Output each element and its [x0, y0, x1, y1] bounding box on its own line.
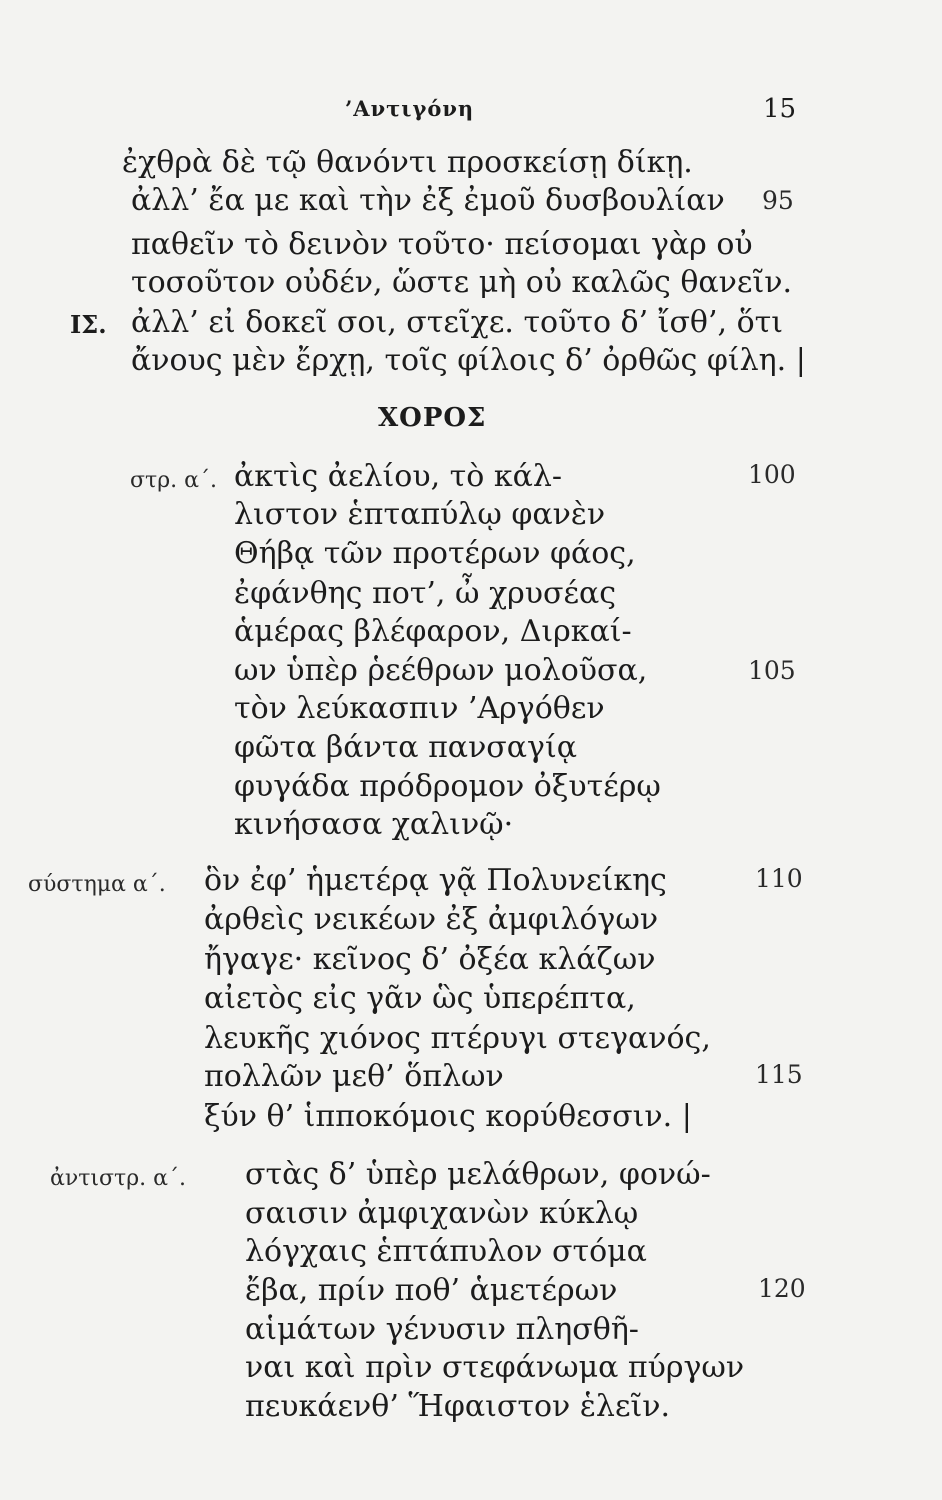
- verse-line: κινήσασα χαλινῷ·: [234, 807, 514, 842]
- chorus-heading: ΧΟΡΟΣ: [378, 403, 487, 433]
- running-title: ’Αντιγόνη: [345, 96, 475, 121]
- verse-line: ἄνους μὲν ἔρχῃ, τοῖς φίλοις δ’ ὀρθῶς φίλη. |: [131, 343, 806, 378]
- verse-line: φυγάδα πρόδρομον ὀξυτέρῳ: [234, 769, 661, 804]
- verse-line: ναι καὶ πρὶν στεφάνωμα πύργων: [245, 1350, 745, 1385]
- line-number: 95: [762, 186, 794, 215]
- verse-line: ων ὑπὲρ ῥεέθρων μολοῦσα,: [234, 653, 648, 688]
- speaker-label: ΙΣ.: [70, 310, 107, 339]
- verse-line: ξύν θ’ ἱπποκόμοις κορύθεσσιν. |: [204, 1099, 692, 1134]
- verse-line: ἔβα, πρίν ποθ’ ἁμετέρων: [245, 1273, 618, 1308]
- section-label-systema: σύστημα α΄.: [28, 872, 166, 897]
- section-label-antistrophe: ἀντιστρ. α΄.: [50, 1166, 186, 1191]
- verse-line: ἐχθρὰ δὲ τῷ θανόντι προσκείσῃ δίκῃ.: [122, 145, 693, 180]
- verse-line: ἤγαγε· κεῖνος δ’ ὀξέα κλάζων: [204, 942, 656, 977]
- verse-line: στὰς δ’ ὑπὲρ μελάθρων, φονώ-: [245, 1157, 711, 1192]
- verse-line: τὸν λεύκασπιν ’Αργόθεν: [234, 691, 605, 726]
- verse-line: ἀλλ’ ἔα με καὶ τὴν ἐξ ἐμοῦ δυσβουλίαν: [131, 183, 725, 218]
- verse-line: ὃν ἐφ’ ἡμετέρᾳ γᾷ Πολυνείκης: [204, 863, 667, 898]
- verse-line: ἁμέρας βλέφαρον, Διρκαί-: [234, 614, 632, 649]
- page-number: 15: [763, 94, 797, 124]
- line-number: 120: [758, 1274, 806, 1303]
- verse-line: ἀκτὶς ἀελίου, τὸ κάλ-: [234, 459, 563, 494]
- line-number: 105: [748, 656, 796, 685]
- line-number: 115: [755, 1060, 803, 1089]
- verse-line: παθεῖν τὸ δεινὸν τοῦτο· πείσομαι γὰρ οὐ: [131, 227, 753, 262]
- verse-line: σαισιν ἀμφιχανὼν κύκλῳ: [245, 1196, 639, 1231]
- verse-line: Θήβᾳ τῶν προτέρων φάος,: [234, 536, 636, 571]
- section-label-strophe: στρ. α΄.: [130, 468, 217, 493]
- verse-line: αἱμάτων γένυσιν πλησθῆ-: [245, 1312, 639, 1347]
- verse-line: λόγχαις ἑπτάπυλον στόμα: [245, 1234, 647, 1269]
- verse-line: πευκάενθ’ Ἥφαιστον ἑλεῖν.: [245, 1389, 671, 1424]
- line-number: 100: [748, 460, 796, 489]
- verse-line: τοσοῦτον οὐδέν, ὥστε μὴ οὐ καλῶς θανεῖν.: [131, 265, 792, 300]
- verse-line: λευκῆς χιόνος πτέρυγι στεγανός,: [204, 1021, 711, 1056]
- verse-line: ἐφάνθης ποτ’, ὦ χρυσέας: [234, 576, 617, 611]
- verse-line: πολλῶν μεθ’ ὅπλων: [204, 1059, 504, 1094]
- verse-line: λιστον ἑπταπύλῳ φανὲν: [234, 497, 606, 532]
- line-number: 110: [755, 864, 803, 893]
- verse-line: αἰετὸς εἰς γᾶν ὣς ὑπερέπτα,: [204, 981, 636, 1016]
- verse-line: ἀρθεὶς νεικέων ἐξ ἀμφιλόγων: [204, 902, 659, 937]
- verse-line: φῶτα βάντα πανσαγίᾳ: [234, 730, 577, 765]
- verse-line: ἀλλ’ εἰ δοκεῖ σοι, στεῖχε. τοῦτο δ’ ἴσθ’, ὅτι: [131, 305, 784, 340]
